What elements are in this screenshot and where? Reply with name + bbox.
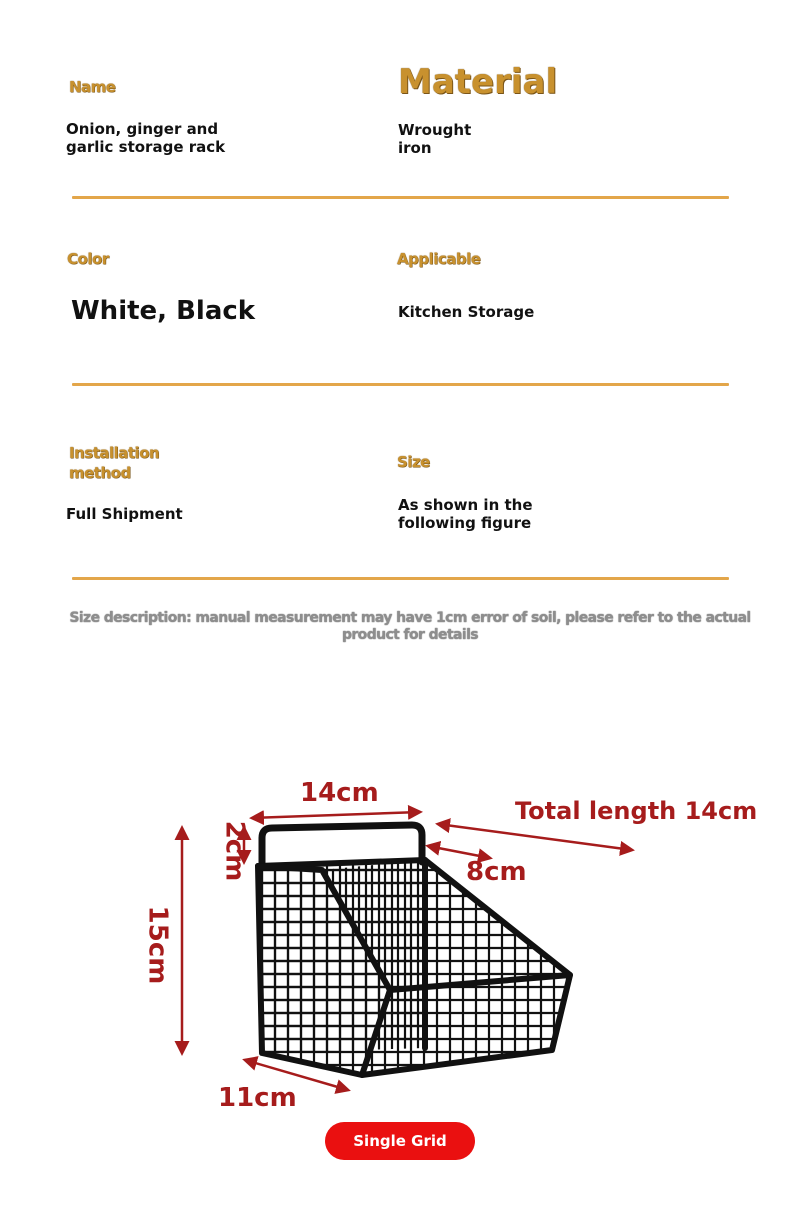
- name-value: Onion, ginger and garlic storage rack: [66, 120, 226, 156]
- size-label: Size: [397, 453, 430, 471]
- size-value: As shown in the following figure: [398, 496, 533, 532]
- name-label: Name: [69, 78, 116, 96]
- dimension-depth-bottom-label: 11cm: [218, 1083, 297, 1113]
- arrow-total-length: [438, 824, 632, 850]
- single-grid-badge: Single Grid: [325, 1122, 475, 1160]
- color-value: White, Black: [71, 296, 256, 326]
- basket-frame: [258, 860, 570, 1075]
- installation-value: Full Shipment: [66, 505, 183, 523]
- material-label: Material: [398, 62, 558, 102]
- dimension-width-label: 14cm: [300, 778, 379, 808]
- material-value: Wrought iron: [398, 121, 472, 157]
- size-description-note: Size description: manual measurement may have 1cm error of soil, please refer to the actual product for details: [69, 610, 751, 643]
- installation-label: Installation method: [69, 444, 160, 482]
- dimension-total-label: Total length 14cm: [515, 797, 758, 825]
- color-label: Color: [67, 250, 109, 268]
- dimension-hook-label: 2cm: [219, 820, 250, 882]
- applicable-label: Applicable: [397, 250, 481, 268]
- applicable-value: Kitchen Storage: [398, 303, 535, 321]
- dimension-depth-top-label: 8cm: [466, 857, 527, 887]
- arrow-width: [252, 812, 420, 818]
- back-grid: [255, 855, 430, 1060]
- front-grid: [320, 855, 575, 1080]
- dimension-height-label: 15cm: [142, 905, 173, 985]
- dimension-arrows: [182, 812, 632, 1090]
